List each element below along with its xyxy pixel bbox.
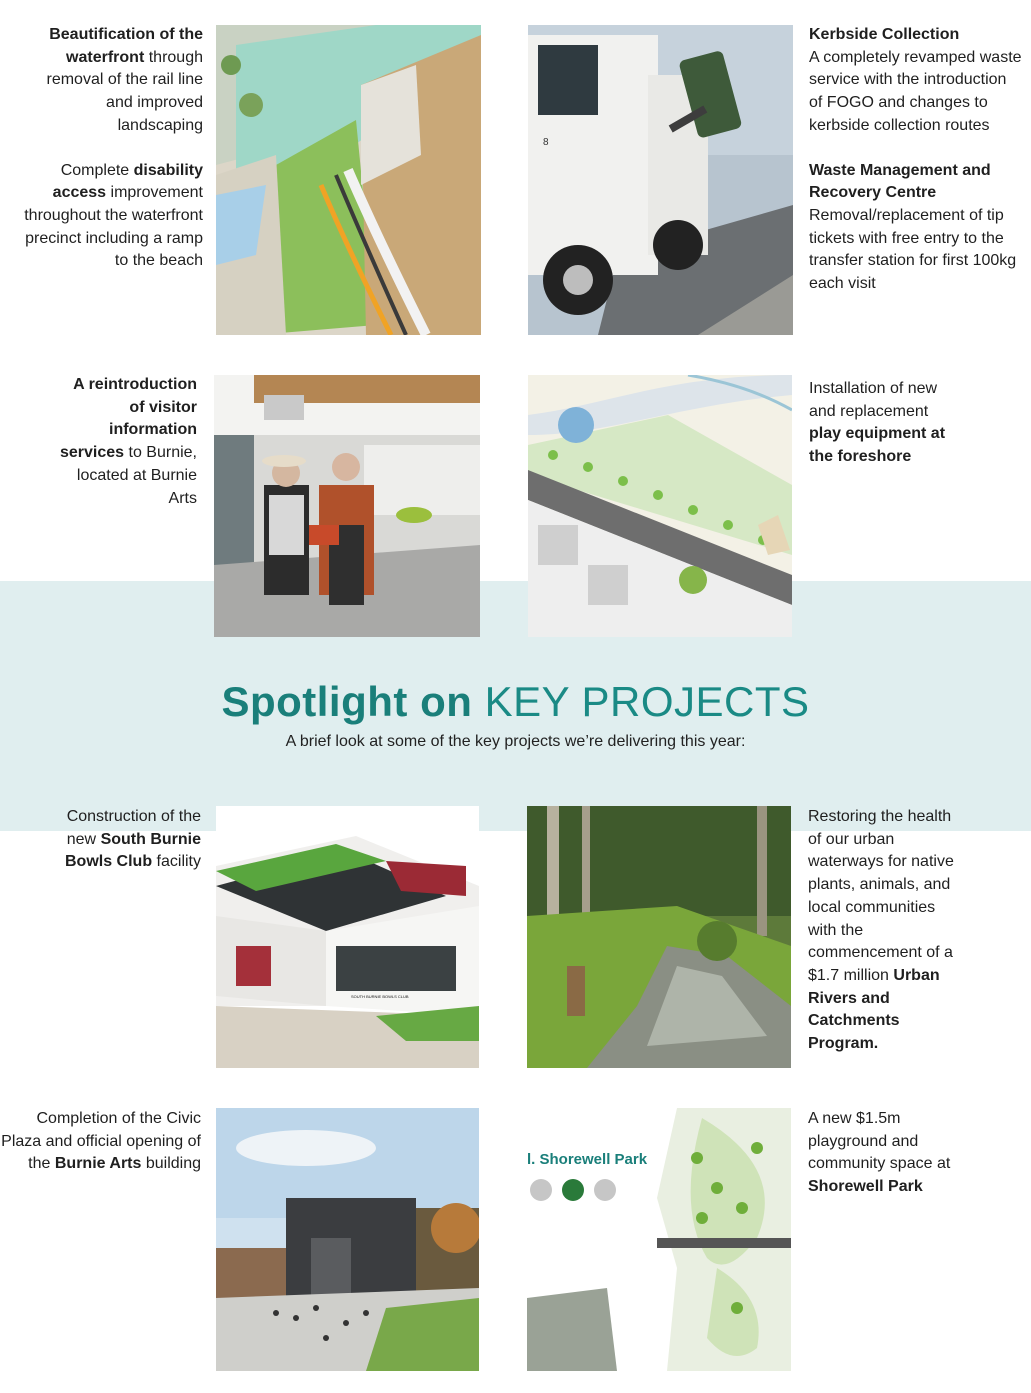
- rivers-text: Restoring the health of our urban waterways for native plants, animals, and local communities with the commencement of a $1.7 million Urban Rivers and Catchments Program.: [808, 808, 954, 1053]
- urban-river-image: [527, 806, 791, 1068]
- bowls-club-render-image: [216, 806, 479, 1068]
- waterfront-text: Beautification of the waterfront through removal of the rail line and improved landscaping Complete disability access improvement throughout the waterfront precinct including a ramp to the beach: [24, 26, 203, 270]
- kerbside-truck-image: [528, 25, 793, 335]
- spotlight-title: Spotlight on KEY PROJECTS: [221, 678, 810, 725]
- civic-plaza-render-image: [216, 1108, 479, 1371]
- waste-text: Kerbside Collection A completely revamped waste service with the introduction of FOGO and changes to kerbside collection routes Waste Management and Recovery Centre Removal/replacement of tip tickets with free entry to the transfer station for first 100kg each visit: [809, 26, 1022, 293]
- truck-number: 8: [543, 137, 549, 148]
- waterfront-render-image: [216, 25, 481, 335]
- bowls-sign: SOUTH BURNIE BOWLS CLUB: [351, 994, 409, 999]
- foreshore-play-plan-image: [528, 375, 792, 637]
- shorewell-map-title: l. Shorewell Park: [527, 1151, 648, 1168]
- play-text: Installation of new and replacement play equipment at the foreshore: [809, 380, 946, 466]
- shorewell-text: A new $1.5m playground and community space at Shorewell Park: [808, 1110, 951, 1196]
- civic-text: Completion of the Civic Plaza and official opening of the Burnie Arts building: [1, 1110, 201, 1173]
- spotlight-subtitle: A brief look at some of the key projects we’re delivering this year:: [285, 733, 746, 750]
- visitor-text: A reintroduction of visitor information services to Burnie, located at Burnie Arts: [60, 376, 197, 507]
- shorewell-park-plan-image: [527, 1108, 791, 1371]
- visitor-centre-image: [214, 375, 480, 637]
- bowls-text: Construction of the new South Burnie Bowls Club facility: [64, 808, 201, 871]
